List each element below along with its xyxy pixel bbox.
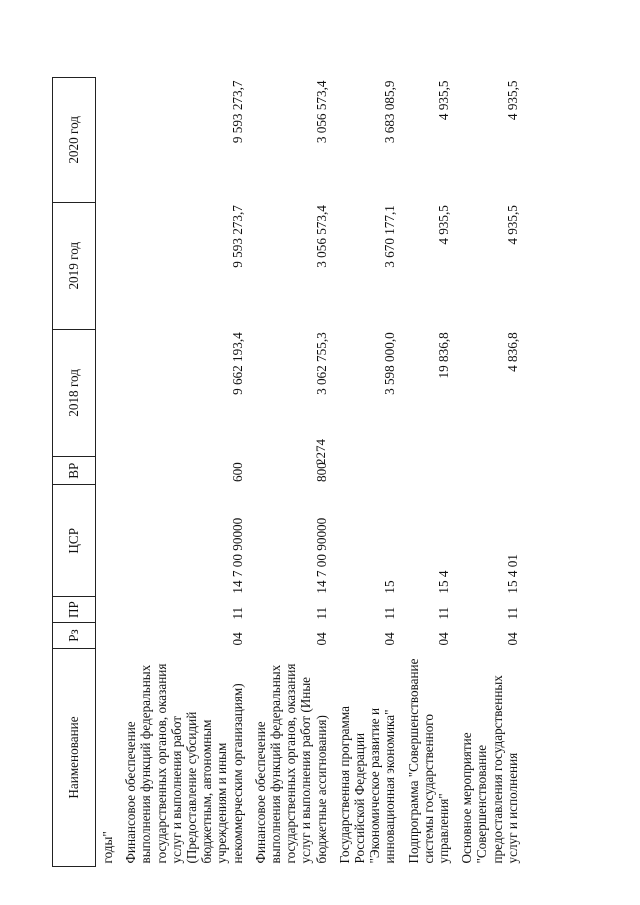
row-name-line: услуг и выполнения работ (Иные [298,676,314,864]
header-2020: 2020 год [53,78,96,203]
table-row [253,78,329,867]
row-name-line: государственных органов, оказания [283,663,299,864]
table-row [337,78,398,867]
row-name-line: услуг и исполнения [504,752,520,864]
row-name-line: Государственная программа [336,706,352,864]
row-name-line: выполнения функций федеральных [138,664,154,864]
row-name-line: бюджетным, автономным [199,719,215,864]
row-name-line: Финансовое обеспечение [252,721,268,864]
row-name-line: выполнения функций федеральных [268,664,284,864]
header-name: Наименование [53,649,96,867]
row-2020: 3 683 085,9 [382,80,398,144]
row-name-line: бюджетные ассигнования) [313,715,329,864]
row-name-line: "Совершенствование [474,744,490,864]
table-row [406,78,452,867]
row-2019: 9 593 273,7 [229,205,245,268]
row-vr: 800 [313,462,329,482]
row-vr [459,456,520,485]
row-2019: 4 935,5 [436,205,452,245]
row-pr: 11 [382,606,398,620]
row-name [337,649,398,867]
row-name-line: некоммерческим организациям) [229,683,245,864]
row-name-line: "Экономическое развитие и [367,708,383,864]
row-name-line: предоставления государственных [489,675,505,864]
table-row [123,78,245,867]
table-row [459,78,520,867]
row-name-line: учреждениям и иным [214,742,230,864]
row-pr: 11 [313,606,329,620]
header-vr: ВР [53,456,96,485]
row-name [253,649,329,867]
row-2018: 3 598 000,0 [382,332,398,395]
row-vr [337,456,398,485]
row-name-line: Финансовое обеспечение [123,721,139,864]
row-name-line: Российской Федерации [352,732,368,864]
carryover-row [96,78,116,867]
row-csr: 15 4 01 [504,554,520,594]
header-2018: 2018 год [53,329,96,456]
budget-table [52,77,520,867]
row-2018: 3 062 755,3 [313,332,329,395]
header-rz: Рз [53,623,96,649]
header-2019: 2019 год [53,202,96,329]
row-rz: 04 [436,632,452,646]
row-2018: 19 836,8 [436,332,452,379]
row-name-line: управления" [436,793,452,864]
table-header-row [53,78,96,867]
row-name [123,649,245,867]
row-name-line: (Предоставление субсидий [184,711,200,864]
row-name-line: услуг и выполнения работ [168,715,184,864]
row-2018: 9 662 193,4 [229,332,245,395]
row-name-line: системы государственного [420,714,436,864]
row-2020: 4 935,5 [504,80,520,121]
row-vr: 600 [229,462,245,482]
page-number: 2274 [313,439,328,465]
row-pr: 11 [504,606,520,620]
row-vr [406,456,452,485]
row-2019: 4 935,5 [504,205,520,245]
row-rz: 04 [313,632,329,646]
row-name [406,649,452,867]
header-pr: ПР [53,597,96,623]
row-name-line: Подпрограмма "Совершенствование [405,658,421,864]
row-rz: 04 [504,632,520,646]
row-2020: 9 593 273,7 [229,80,245,144]
row-csr: 15 4 [436,570,452,594]
row-name [459,649,520,867]
row-2020: 4 935,5 [436,80,452,121]
row-pr: 11 [229,606,245,620]
row-2019: 3 056 573,4 [313,205,329,268]
row-csr: 14 7 00 90000 [229,517,245,594]
carryover-text: годы" [100,831,115,864]
row-2018: 4 836,8 [504,332,520,372]
row-csr: 14 7 00 90000 [313,517,329,594]
row-pr: 11 [436,606,452,620]
row-name-line: Основное мероприятие [459,732,475,864]
row-2020: 3 056 573,4 [313,80,329,144]
row-name-line: инновационная экономика" [382,709,398,864]
header-csr: ЦСР [53,485,96,597]
row-rz: 04 [382,632,398,646]
row-csr: 15 [382,580,398,594]
row-rz: 04 [229,632,245,646]
row-name-line: государственных органов, оказания [153,663,169,864]
row-2019: 3 670 177,1 [382,205,398,268]
